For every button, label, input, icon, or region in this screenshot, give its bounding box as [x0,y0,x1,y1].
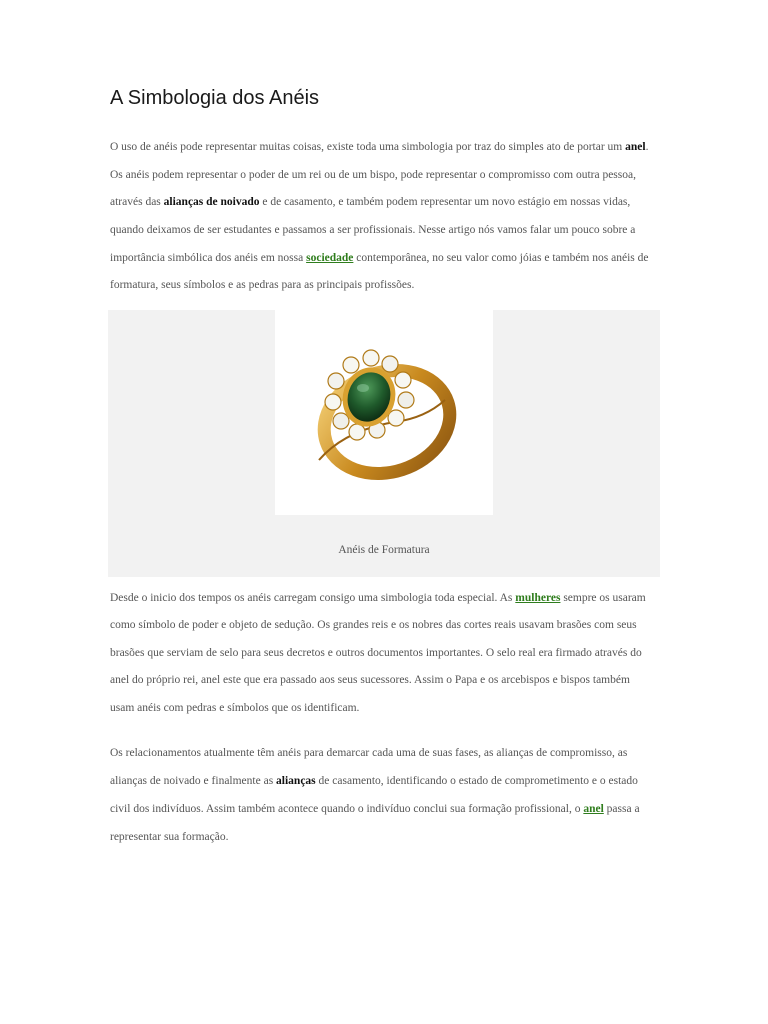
keyword-aliancas: alianças [276,775,316,787]
paragraph-3-line-3 [110,801,640,817]
figure [108,310,660,577]
paragraph-1-line-3 [110,194,630,210]
paragraph-1-line-1 [110,139,648,155]
figure-caption: Anéis de Formatura [338,544,430,556]
text-span: contemporânea, no seu valor como jóias e também nos anéis de [353,252,649,264]
paragraph-1-line-5 [110,250,648,266]
paragraph-2-line-5: usam anéis com pedras e símbolos que os identificam. [110,702,360,714]
text-span: através das [110,196,164,208]
keyword-anel: anel [625,141,646,153]
paragraph-1-line-6: formatura, seus símbolos e as pedras para as principais profissões. [110,279,415,291]
text-span: de casamento, identificando o estado de comprometimento e o estado [315,775,638,787]
paragraph-2-line-3: brasões que serviam de selo para seus decretos e outros documentos importantes. O selo real era firmado através do [110,647,642,659]
paragraph-1-line-2: Os anéis podem representar o poder de um rei ou de um bispo, pode representar o compromisso com outra pessoa, [110,169,636,181]
link-sociedade[interactable]: sociedade [306,252,354,264]
text-span: alianças de noivado e finalmente as [110,775,277,787]
link-mulheres[interactable]: mulheres [515,592,561,604]
ring-image [275,310,493,515]
text-span: O uso de anéis pode representar muitas coisas, existe toda uma simbologia por traz do simples ato de portar um [110,141,626,153]
paragraph-3-line-4: representar sua formação. [110,831,229,843]
text-span: . [645,141,649,153]
paragraph-3-line-1: Os relacionamentos atualmente têm anéis para demarcar cada uma de suas fases, as alianças de compromisso, as [110,747,628,759]
ring-illustration [275,310,493,515]
text-span: e de casamento, e também podem representar um novo estágio em nossas vidas, [259,196,631,208]
paragraph-2-line-1 [110,590,646,606]
text-span: Desde o inicio dos tempos os anéis carregam consigo uma simbologia toda especial. As [110,592,516,604]
paragraph-2-line-2: como símbolo de poder e objeto de sedução. Os grandes reis e os nobres das cortes reais usavam brasões com seus [110,619,637,631]
paragraph-3-line-2 [110,773,638,789]
text-span: importância simbólica dos anéis em nossa [110,252,307,264]
keyword-aliancas-de-noivado: alianças de noivado [163,196,260,208]
article-title: A Simbologia dos Anéis [110,87,320,109]
link-anel[interactable]: anel [583,803,604,815]
text-span: sempre os usaram [560,592,646,604]
text-span: civil dos indivíduos. Assim também acontece quando o indivíduo conclui sua formação profissional, o [110,803,584,815]
paragraph-2-line-4: anel do próprio rei, anel este que era passado aos seus sucessores. Assim o Papa e os arcebispos e bispos também [110,674,630,686]
text-span: passa a [603,803,640,815]
paragraph-1-line-4: quando deixamos de ser estudantes e passamos a ser profissionais. Nesse artigo nós vamos falar um pouco sobre a [110,224,636,236]
